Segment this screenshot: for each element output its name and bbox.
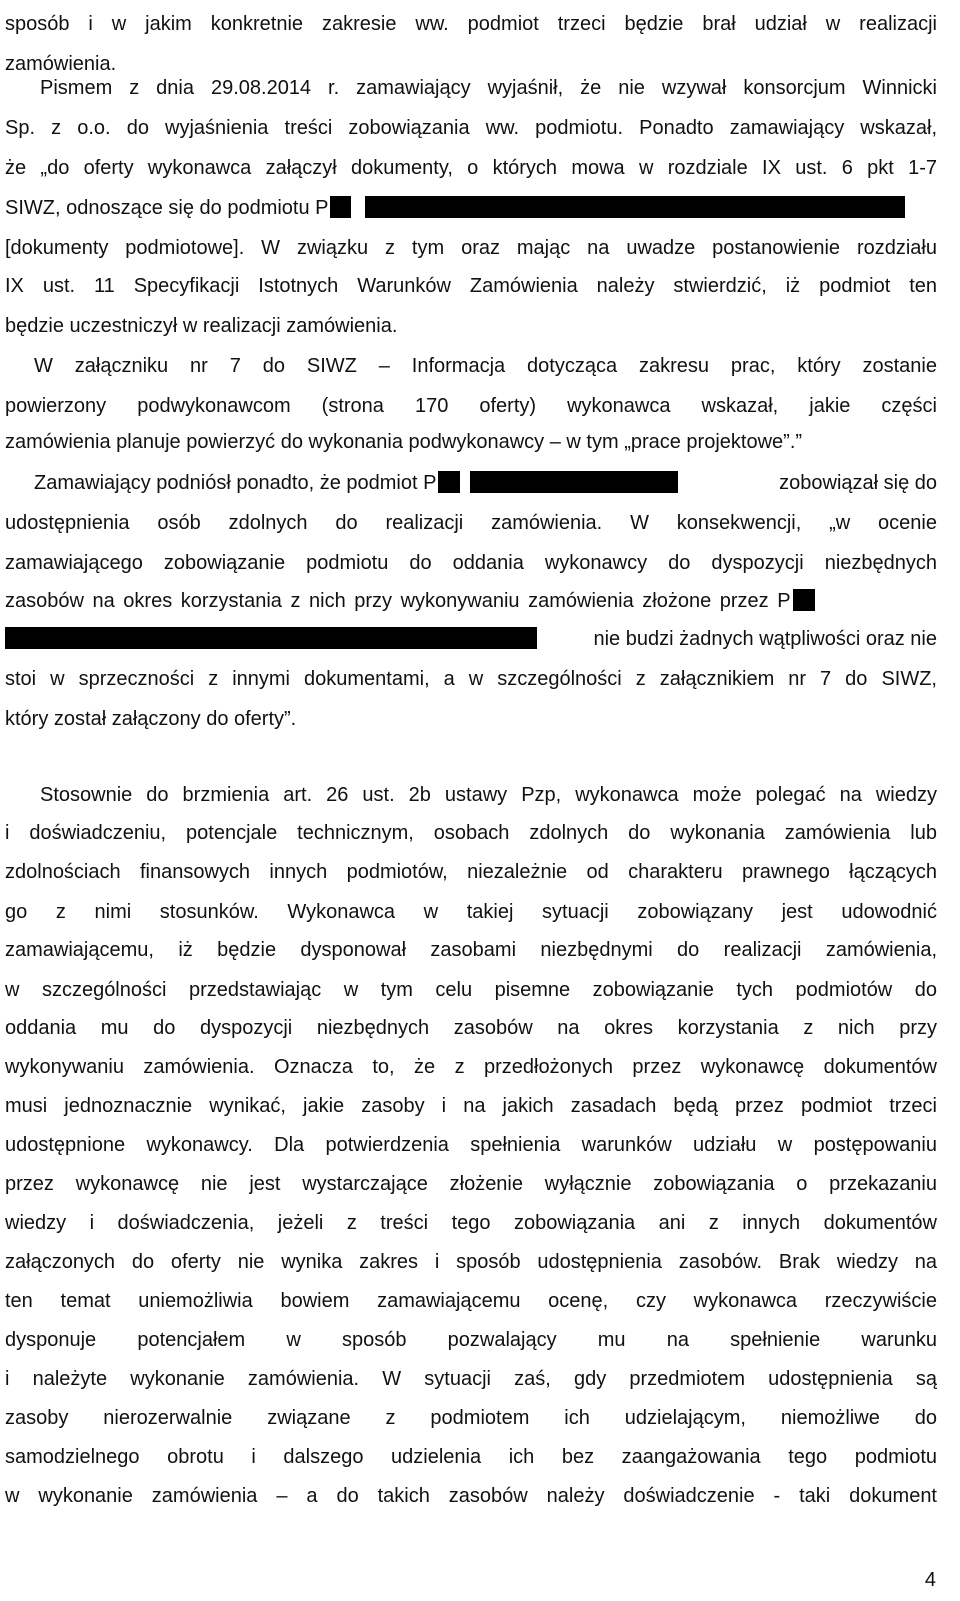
text-line-with-redaction — [34, 471, 937, 495]
text-segment: Zamawiający podniósł ponadto, że podmiot P — [34, 472, 437, 494]
text-line: wykonywaniu zamówienia. Oznacza to, że z przedłożonych przez wykonawcę dokumentów — [5, 1056, 937, 1078]
redaction-block — [470, 471, 678, 493]
text-line: Pismem z dnia 29.08.2014 r. zamawiający wyjaśnił, że nie wzywał konsorcjum Winnicki — [40, 77, 937, 99]
text-line: zamawiającego zobowiązanie podmiotu do oddania wykonawcy do dyspozycji niezbędnych — [5, 552, 937, 574]
text-line: samodzielnego obrotu i dalszego udzielenia ich bez zaangażowania tego podmiotu — [5, 1446, 937, 1468]
text-line: udostępnione wykonawcy. Dla potwierdzenia spełnienia warunków udziału w postępowaniu — [5, 1134, 937, 1156]
text-line: sposób i w jakim konkretnie zakresie ww. podmiot trzeci będzie brał udział w realizacji — [5, 13, 937, 35]
redaction-block — [365, 196, 905, 218]
text-line: go z nimi stosunków. Wykonawca w takiej sytuacji zobowiązany jest udowodnić — [5, 901, 937, 923]
text-line: stoi w sprzeczności z innymi dokumentami, a w szczególności z załącznikiem nr 7 do SIWZ, — [5, 668, 937, 690]
text-line: zamówienia planuje powierzyć do wykonania podwykonawcy – w tym „prace projektowe”.” — [5, 431, 803, 453]
text-line: Sp. z o.o. do wyjaśnienia treści zobowiązania ww. podmiotu. Ponadto zamawiający wskazał, — [5, 117, 937, 139]
text-line: i należyte wykonanie zamówienia. W sytuacji zaś, gdy przedmiotem udostępnienia są — [5, 1368, 937, 1390]
text-line: przez wykonawcę nie jest wystarczające złożenie wyłącznie zobowiązania o przekazaniu — [5, 1173, 937, 1195]
text-line: oddania mu do dyspozycji niezbędnych zasobów na okres korzystania z nich przy — [5, 1017, 937, 1039]
text-line: W załączniku nr 7 do SIWZ – Informacja dotycząca zakresu prac, który zostanie — [34, 355, 937, 377]
text-line: w szczególności przedstawiając w tym celu pisemne zobowiązanie tych podmiotów do — [5, 979, 937, 1001]
text-segment: nie budzi żadnych wątpliwości oraz nie — [593, 628, 937, 650]
text-segment: zasobów na okres korzystania z nich przy wykonywaniu zamówienia złożone przez P — [5, 590, 791, 612]
text-segment: SIWZ, odnoszące się do podmiotu P — [5, 197, 329, 219]
text-line: będzie uczestniczył w realizacji zamówienia. — [5, 315, 398, 337]
redaction-block — [330, 196, 351, 218]
text-line: Stosownie do brzmienia art. 26 ust. 2b ustawy Pzp, wykonawca może polegać na wiedzy — [40, 784, 937, 806]
page-number: 4 — [924, 1569, 936, 1591]
redaction-block — [793, 589, 815, 611]
text-line: i doświadczeniu, potencjale technicznym, osobach zdolnych do wykonania zamówienia lub — [5, 822, 937, 844]
text-line: w wykonanie zamówienia – a do takich zasobów należy doświadczenie - taki dokument — [5, 1485, 937, 1507]
text-line-with-redaction — [5, 589, 937, 613]
text-line: który został załączony do oferty”. — [5, 708, 297, 730]
redaction-block — [5, 627, 537, 649]
text-line: zasoby nierozerwalnie związane z podmiotem ich udzielającym, niemożliwe do — [5, 1407, 937, 1429]
text-segment: zobowiązał się do — [779, 472, 937, 494]
text-line-with-redaction — [5, 627, 937, 651]
text-line: zamówienia. — [5, 53, 117, 75]
text-line: dysponuje potencjałem w sposób pozwalający mu na spełnienie warunku — [5, 1329, 937, 1351]
text-line: musi jednoznacznie wynikać, jakie zasoby i na jakich zasadach będą przez podmiot trzeci — [5, 1095, 937, 1117]
text-line: wiedzy i doświadczenia, jeżeli z treści tego zobowiązania ani z innych dokumentów — [5, 1212, 937, 1234]
text-line: załączonych do oferty nie wynika zakres i sposób udostępnienia zasobów. Brak wiedzy na — [5, 1251, 937, 1273]
text-line: powierzony podwykonawcom (strona 170 oferty) wykonawca wskazał, jakie części — [5, 395, 937, 417]
text-line: że „do oferty wykonawca załączył dokumenty, o których mowa w rozdziale IX ust. 6 pkt 1-7 — [5, 157, 937, 179]
text-line: udostępnienia osób zdolnych do realizacji zamówienia. W konsekwencji, „w ocenie — [5, 512, 937, 534]
text-line: zamawiającemu, iż będzie dysponował zasobami niezbędnymi do realizacji zamówienia, — [5, 939, 937, 961]
text-line: ten temat uniemożliwia bowiem zamawiającemu ocenę, czy wykonawca rzeczywiście — [5, 1290, 937, 1312]
redaction-block — [438, 471, 460, 493]
text-line-with-redaction — [5, 196, 937, 220]
text-line: IX ust. 11 Specyfikacji Istotnych Warunków Zamówienia należy stwierdzić, iż podmiot ten — [5, 275, 937, 297]
text-line: [dokumenty podmiotowe]. W związku z tym oraz mając na uwadze postanowienie rozdziału — [5, 237, 937, 259]
text-line: zdolnościach finansowych innych podmiotów, niezależnie od charakteru prawnego łączących — [5, 861, 937, 883]
